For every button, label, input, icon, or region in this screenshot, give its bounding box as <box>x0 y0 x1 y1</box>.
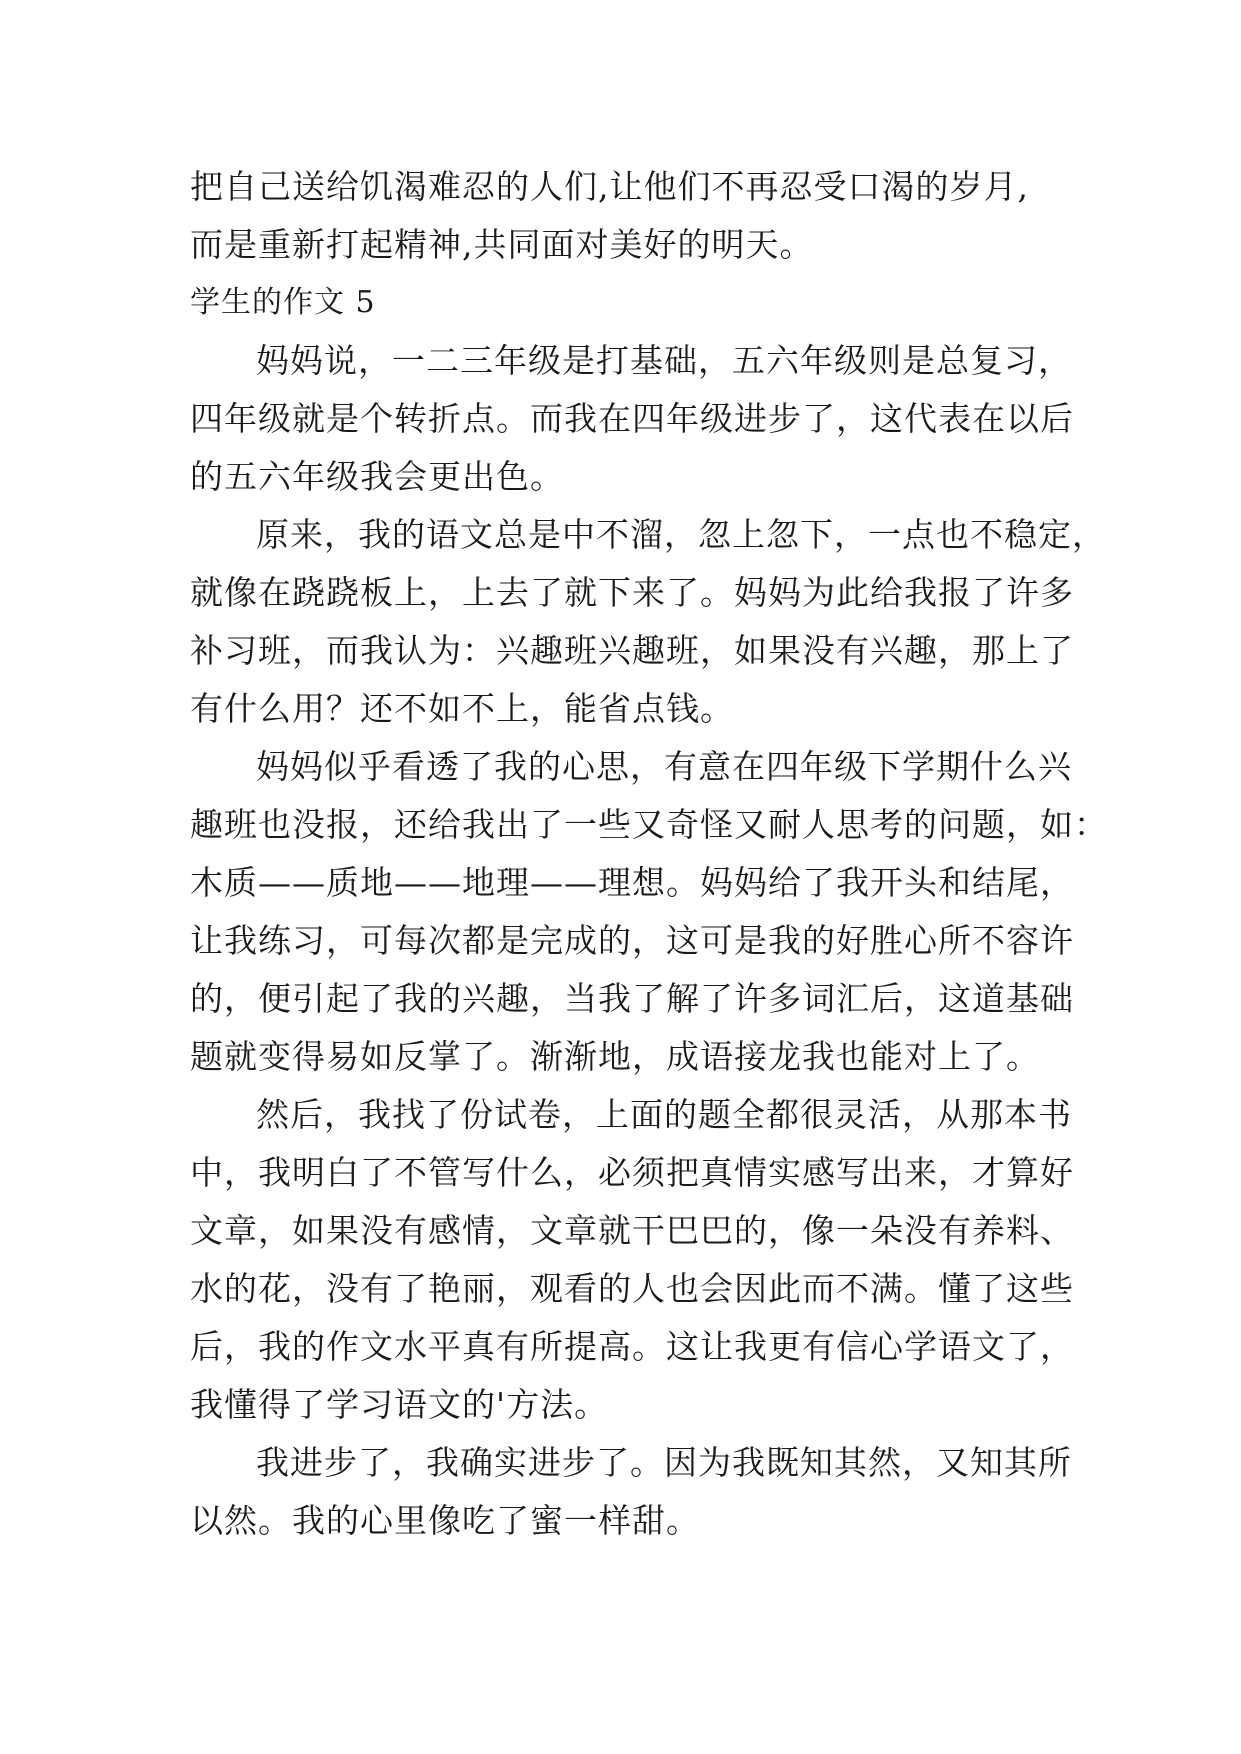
intro-paragraph <box>190 158 1070 274</box>
text-line: 木质——质地——地理——理想。妈妈给了我开头和结尾， <box>190 863 1074 902</box>
paragraph-3 <box>190 738 1108 1086</box>
text-line: 我进步了，我确实进步了。因为我既知其然，又知其所 <box>256 1443 1072 1482</box>
text-line: 让我练习，可每次都是完成的，这可是我的好胜心所不容许 <box>190 921 1074 960</box>
text-line: 妈妈说，一二三年级是打基础，五六年级则是总复习， <box>256 341 1072 380</box>
text-line: 把自己送给饥渴难忍的人们,让他们不再忍受口渴的岁月, <box>190 167 1029 206</box>
text-line: 水的花，没有了艳丽，观看的人也会因此而不满。懂了这些 <box>190 1269 1074 1308</box>
text-line: 题就变得易如反掌了。渐渐地，成语接龙我也能对上了。 <box>190 1037 1040 1076</box>
text-line: 文章，如果没有感情，文章就干巴巴的，像一朵没有养料、 <box>190 1211 1074 1250</box>
paragraph-4 <box>190 1086 1074 1434</box>
text-line: 补习班，而我认为：兴趣班兴趣班，如果没有兴趣，那上了 <box>190 631 1074 670</box>
text-line: 中，我明白了不管写什么，必须把真情实感写出来，才算好 <box>190 1153 1074 1192</box>
text-line: 我懂得了学习语文的'方法。 <box>190 1385 609 1424</box>
paragraph-1 <box>190 332 1074 506</box>
text-line: 就像在跷跷板上，上去了就下来了。妈妈为此给我报了许多 <box>190 573 1074 612</box>
text-line: 以然。我的心里像吃了蜜一样甜。 <box>190 1501 700 1540</box>
text-line: 四年级就是个转折点。而我在四年级进步了，这代表在以后 <box>190 399 1074 438</box>
text-line: 而是重新打起精神,共同面对美好的明天。 <box>190 225 814 264</box>
essay-heading: 学生的作文 5 <box>190 285 376 320</box>
text-line: 然后，我找了份试卷，上面的题全都很灵活，从那本书 <box>256 1095 1072 1134</box>
text-line: 的五六年级我会更出色。 <box>190 457 564 496</box>
text-line: 原来，我的语文总是中不溜，忽上忽下，一点也不稳定， <box>256 515 1106 554</box>
text-line: 妈妈似乎看透了我的心思，有意在四年级下学期什么兴 <box>256 747 1072 786</box>
text-line: 有什么用？还不如不上，能省点钱。 <box>190 689 734 728</box>
paragraph-5 <box>190 1434 1070 1550</box>
paragraph-2 <box>190 506 1106 738</box>
text-line: 趣班也没报，还给我出了一些又奇怪又耐人思考的问题，如： <box>190 805 1108 844</box>
text-line: 的，便引起了我的兴趣，当我了解了许多词汇后，这道基础 <box>190 979 1074 1018</box>
text-line: 后，我的作文水平真有所提高。这让我更有信心学语文了， <box>190 1327 1074 1366</box>
document-body <box>190 158 1108 1550</box>
